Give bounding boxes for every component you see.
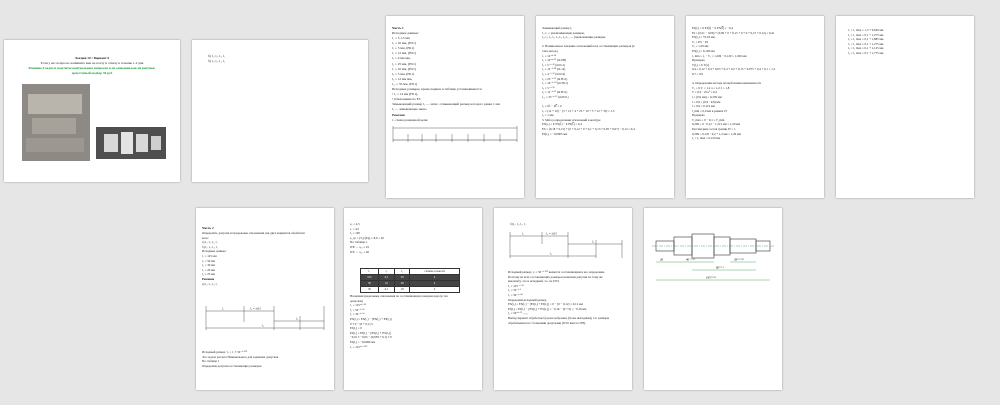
table-cell: l₂	[378, 269, 394, 275]
dimension-chain-diagram	[390, 124, 520, 144]
text-line: Поэтому из всех составляющих размеров назначим допуски по тому же	[508, 274, 603, 279]
price-line: допустимый подбор 30 руб	[71, 71, 113, 75]
text-block	[350, 294, 448, 349]
text-line: l₃ = l₃ max = 0,1 + 1,885 мм	[848, 37, 884, 42]
text-line: l₃ = 30⁻⁰·⁰⁸	[508, 292, 523, 297]
text-line: l = 0,9 ≥ (0,9 · 0,8) мм	[692, 99, 721, 104]
dimension-chain-diagram	[204, 304, 328, 332]
text-line: l₂ = 10 мм, (H11)	[392, 41, 416, 46]
table-row	[361, 287, 460, 293]
text-line: a₂ = 2,5	[350, 222, 360, 226]
text-line: 1. схема размерной цепи	[392, 117, 428, 122]
text-line: l₉ = 12 мм мм,	[392, 76, 413, 81]
text-line: обрабатываются с большими допусками (IT10 вместо IT8).	[508, 320, 586, 325]
text-line: б) l₁, l₂, l₃, l₄	[208, 59, 226, 64]
solution-heading: Решение	[202, 276, 215, 281]
solution-heading: Решение	[392, 112, 406, 117]
text-line: IT8 → a₂₈ = 25	[350, 244, 370, 249]
text-line: Определим исходный размер	[508, 297, 547, 302]
text-line: EI(l₀) = Σ EI(l̄ᵢ) − Σ ES(l̿ᵢ) = −0,4	[692, 26, 733, 30]
promo-line: Решение 6 задач и подсчеты контрольных вопросов и их описание как на рисунке:	[28, 66, 156, 70]
text-line: Назначим предельные отклонения по составляющим размерам ряда (в тех	[350, 294, 448, 298]
text-line: l₀ = (12 + 10) − (5 + 12 + 4 + 25 + 10 + 5 + 12 + 35) = 1,5	[542, 108, 615, 113]
text-line: Замыкающий размер l₀	[542, 26, 573, 30]
text-block	[202, 350, 278, 368]
table-cell: 0,1	[378, 287, 394, 293]
text-line: квалитету, что и исходный, т.е. по IT10	[508, 279, 560, 284]
text-line: l₀ min = l₀ − T₀ = 1,206 − 0,129 = 1,029 мм	[692, 53, 747, 58]
text-line: T₀ ≤ Σ Tᵢ = 1,2 a = 1,2; l = 1,8	[692, 85, 730, 90]
text-line: Исходные данные:	[392, 31, 419, 35]
page-1[interactable]	[4, 40, 180, 182]
dim-label: l₂ = ±0,5	[546, 231, 557, 236]
text-line: Исходный размер: l₀ = 50⁻⁰·¹²⁵ является составляющим и его определяем.	[508, 270, 605, 274]
text-line: 0,4 ≥ 0,12 + 0,4 + 0,03 + 0,4 + 0,2 + 0,15 + 0,075 + 0,4 + 0,1 = 1,2	[692, 67, 776, 72]
dimension-chain-diagram	[508, 230, 628, 260]
table-cell: 4	[410, 275, 460, 281]
text-line: T_max = 0 − 0,1 = T_min	[692, 117, 725, 122]
table-cell: 39	[395, 275, 410, 281]
text-line: T₀ = 1,29 мм	[692, 44, 709, 49]
text-block	[350, 222, 384, 254]
text-line: l₄ = l₄ max = 0,1 + 1,275 мм	[848, 41, 884, 46]
text-block	[508, 270, 609, 325]
text-line: l = (0,9 мм) ≤ 0,239 мм	[692, 94, 722, 99]
contact-text: Если у вас вопросы, напишите мне на почту	[40, 61, 106, 65]
text-block	[692, 26, 775, 141]
text-line: • l₁ = 12 мм (H11),	[392, 92, 418, 97]
text-line: IT9 → a₂₉ = 40	[350, 249, 370, 254]
text-line: 0,209 ≥ 0,125 · 0,2 + 1,2 мм = 1,29 мм	[692, 131, 741, 136]
text-line: ES(l₀) = 0,128 мм	[692, 48, 715, 53]
table-cell: l₃	[395, 269, 410, 275]
text-line: l₂ = 50⁻⁰·¹	[508, 288, 522, 293]
table-cell: 18	[395, 287, 410, 293]
page-5[interactable]	[686, 16, 824, 198]
text-line: t₁ = 4,5	[350, 226, 360, 231]
table-cell: l₁	[361, 269, 379, 275]
text-line: l₄ = 20 мм	[202, 267, 216, 272]
text-line: Определить допуски и предельные отклонения для двух вариантов обработки	[202, 231, 305, 235]
text-line: l₁ = 125⁻⁰·¹⁶	[508, 283, 524, 288]
text-line: 4. Определение метода полной взаимозаменяемости	[692, 81, 761, 86]
text-line: По таблице 1	[350, 240, 368, 245]
dim-label: l₂ = ±0,5	[250, 306, 261, 311]
dim-label: l₃	[592, 239, 594, 244]
text-line: l₃ = 30⁻⁰·⁰⁶	[350, 312, 365, 317]
dim-label: l₁	[222, 306, 224, 311]
text-line: l₆ = 25 мм, (H11)	[392, 61, 416, 66]
text-line: l₀ — замыкающее звено	[392, 107, 427, 112]
text-line: EI(l₀) = EI(l₁) − [ES(l₂) + ES(l₃)] = −0,16 − [0 + 0] = −0,16 мм	[508, 306, 587, 311]
text-line: l₅ = 4 мм мм,	[392, 56, 411, 61]
text-block	[202, 231, 305, 286]
text-line: 0,209 ≥ 0 · 0,12 − 1,215 мм = 1,29 мм	[692, 122, 741, 127]
text-line: l₇ = 10 мм, (H11)	[392, 66, 416, 71]
text-line: Исходные данные:	[202, 249, 227, 254]
text-line: l₀ = Σl̄ᵢ − Σl̿ᵢ = 0	[542, 104, 562, 109]
text-line: l₀ = l₀ max = 0,129 мм	[692, 136, 721, 141]
text-line: ES(l₀) = ES(l₁) − [ES(l₂) + EI(l₃)]	[350, 316, 392, 321]
text-line: l₂ = 10⁺⁰·¹⁵ (m 6H)	[542, 58, 567, 63]
drawing-photo	[22, 84, 90, 161]
text-line: l₈ = 5 мм, (H11)	[392, 71, 415, 76]
text-line: ES(l₀) = ES(l₁) − [EI(l₂) + EI(l₃)] = 0 − [0 − 0,12] = 0,12 мм	[508, 302, 583, 307]
section-heading: Часть 2	[202, 226, 214, 230]
table-cell: степень точности	[410, 269, 460, 275]
text-line: допусках)	[350, 298, 364, 303]
dim-label: l₃	[296, 316, 298, 321]
page-title: Лекция 10 • Вариант 6	[74, 56, 110, 60]
text-line: ES(l₀) = +0,18 мм	[692, 35, 715, 40]
variant-list	[208, 54, 225, 64]
text-line: l₁ = 125⁺⁰·¹⁸	[350, 303, 366, 308]
table-cell: 4	[410, 287, 460, 293]
text-line: EI(l₀) = EI(l₁) − [ES(l₂) + ES(l₃)]	[350, 330, 391, 335]
page-8[interactable]	[344, 208, 482, 390]
text-line: б) l₁, l₂, l₃, l₄	[208, 54, 226, 58]
text-line: EI(l₀) = 0	[350, 326, 362, 331]
text-line: l₁ = l₁ max = 1,3 + 0,629 мм	[848, 28, 884, 32]
text-line: l₅ = 4⁻⁰·¹² (m h14)	[542, 71, 566, 76]
shaft-drawing	[648, 226, 778, 306]
text-line: l₂ = 50⁻⁰·⁰⁶	[350, 307, 365, 312]
text-line: Замыкающий размер l₀ — запас, отмыкающий размер которого равен 1 мм	[392, 102, 500, 107]
text-line: Выбор вариант обработки б) целесообразнее (более выгодным), т.к. размеры	[508, 315, 610, 320]
text-line: б) l₁, l₂, l₃, l₄	[202, 244, 218, 249]
table-cell: 4	[410, 281, 460, 287]
text-line: EI = (0,21 − 0,06) + (0,09 + 0 + 0,15 + 0 + 0 + 0,15 + 0,12) = 0,41	[692, 30, 775, 35]
dim-label: 40⁻⁰·⁰⁵	[686, 257, 696, 262]
text-line: 3. Метод определения отклонений в контуре	[542, 117, 601, 122]
text-line: l₃ = 100	[350, 231, 360, 236]
text-line: l₀ = 1 мм	[542, 113, 554, 118]
contact-text-end: и отвечу в течение 1-2 дня	[105, 61, 144, 65]
text-line: Определим допуски составляющих размеров	[202, 363, 262, 368]
text-line: а) l₁, l₂, l₃, l₄	[202, 281, 218, 286]
table-cell: 0,1	[378, 275, 394, 281]
text-line: Это задача расчета Номинального для заданных допусков	[202, 354, 279, 359]
dim-label: l₄	[262, 323, 264, 328]
text-line: l₁ = 125⁺⁰·⁰⁵⁹	[350, 344, 368, 349]
table-cell: 50	[361, 281, 379, 287]
page-6[interactable]	[836, 16, 974, 198]
page-7[interactable]	[196, 208, 334, 390]
dim-label: l₄	[550, 251, 552, 256]
text-line: EI(l₀) = −0,0005 мм	[542, 131, 568, 136]
text-line: ES = (0,18 + 0,15) + (0 + 0,12 + 0 + 0,1 + 0,13 + 0,05 + 0,07) − 0,12 = 0,4	[542, 127, 635, 132]
formula: a_cp = (T₀)/(Σiⱼ) = 8,9 = 20	[350, 235, 384, 240]
text-line: l₅ = 25 мм	[202, 272, 216, 277]
text-line: −0,01 ± −0,05 − [0,059 + 0,1] ± 0	[350, 335, 392, 340]
text-line: l₉ = 12⁻⁰·¹¹ (m H11)	[542, 90, 568, 95]
text-line: Проверка	[692, 113, 705, 118]
text-line: 2. Номинальное значение отклонений всех составляющих размеров (в	[542, 44, 635, 49]
table-cell: 28	[395, 281, 410, 287]
text-line: l₂ = l₂ max = 0,1 + 1,275 мм	[848, 32, 884, 37]
text-line: Рассмотрим состав границ IT = 1	[692, 127, 736, 132]
text-line: Проверка	[692, 58, 705, 63]
text-line: l₃ = 5 мм, (H11)	[392, 46, 415, 51]
text-line: l₁ = 5 1,5 мм	[392, 36, 410, 41]
text-line: l_min = 0,9 мм в рамках IT	[692, 108, 728, 113]
text-line: l₃, l₄, l₅, l₆, l₇, l₈, l₉, l₁₀ — уменьшающие размеры.	[542, 35, 607, 40]
text-line: Исходный размер: l₀ = l₁ ± 50⁻⁰·¹²⁵	[202, 350, 248, 354]
page-9[interactable]	[494, 208, 632, 390]
dim-label: 60⁺⁰·¹	[716, 265, 724, 270]
text-line: вала:	[202, 235, 209, 240]
text-block	[392, 31, 500, 123]
text-line: EI(l₀) = −0,0484 мм	[350, 339, 376, 344]
page-10[interactable]	[644, 208, 782, 390]
text-line: • Отклонение по ЕЗ	[392, 97, 421, 102]
dim-label: 28⁺⁰·⁰²⁵	[734, 257, 744, 262]
page-3[interactable]	[386, 16, 524, 198]
dim-label: 28	[660, 257, 663, 262]
table-cell: 125	[361, 275, 379, 281]
text-line: l₆ = 25⁻⁰·¹³ (m H11)	[542, 76, 568, 81]
text-line: l₅ = l₅ max = 0,1 + 1,125 мм	[848, 46, 884, 51]
text-line: l₁₀ = 35 мм, (H11)	[392, 81, 418, 86]
text-line: l₄ = 12 мм, (H11)	[392, 51, 416, 56]
text-line: l₄ = 12⁻⁰·¹⁸ (m 14)	[542, 67, 566, 72]
text-line: 0,7 ≥ 0,9	[692, 71, 703, 76]
text-line: l₁₀ = 35⁻⁰·¹⁶ (m H11)	[542, 94, 569, 99]
text-line: l₀ = 50⁺⁰·¹²₋₀.₁₆	[508, 311, 528, 316]
section-heading: Часть 1	[392, 26, 404, 30]
tolerance-table	[360, 268, 460, 293]
text-line: а) l₁, l₂, l₃, l₄	[202, 240, 218, 245]
text-block	[848, 28, 883, 56]
text-line: l = 0,9 = 0,119 мм	[692, 104, 715, 109]
text-line: этих метод.)	[542, 48, 559, 53]
dim-label: 185⁺⁰·²⁵	[706, 275, 717, 280]
text-line: По таблице 1	[202, 359, 220, 364]
text-line: l₈ = 5⁻⁰·¹²	[542, 85, 555, 90]
text-line: l₂ = 50 мм	[202, 258, 216, 263]
text-line: l₇ = 10⁻⁰·⁰⁹ (m H11)	[542, 81, 568, 86]
page-2[interactable]	[192, 40, 368, 182]
table-cell: 10	[378, 281, 394, 287]
dim-label: l₁	[522, 231, 524, 236]
text-line: ES(l₀) = Σ ES(l̄ᵢ) − Σ EI(l̿ᵢ) = 0,4	[542, 122, 582, 127]
text-line: l₃ = 5⁻⁰·¹² (m h11)	[542, 62, 566, 67]
text-line: Исходные размеры, кроме первых в таблице устанавливаются	[392, 87, 482, 92]
text-block	[542, 26, 635, 136]
table-cell: 30	[361, 287, 379, 293]
shaft-image	[96, 127, 166, 159]
text-line: 0 ± 0 − [0 + 0,1] 5	[350, 321, 373, 326]
text-line: l₁ = 12⁺⁰·¹⁸	[542, 53, 557, 58]
text-line: l₆ = l₆ max = 0,1 + 1,775 мм	[848, 50, 884, 55]
page-4[interactable]	[536, 16, 674, 198]
variant-heading: б) l₁, l₂, l₃, l₄	[510, 222, 526, 226]
text-line: l₃ = 30 мм	[202, 263, 216, 268]
text-line: T = 0,4 · √Σaᵢ² = 0,2	[692, 90, 718, 95]
text-line: l₁, l₂ = увеличивающие размеры,	[542, 30, 585, 35]
text-line: T₀ = ES − EI	[692, 39, 709, 44]
text-line: T(l₀) = Σ T(lᵢ)	[692, 62, 710, 67]
text-line: l₁ = 125 мм	[202, 253, 217, 258]
